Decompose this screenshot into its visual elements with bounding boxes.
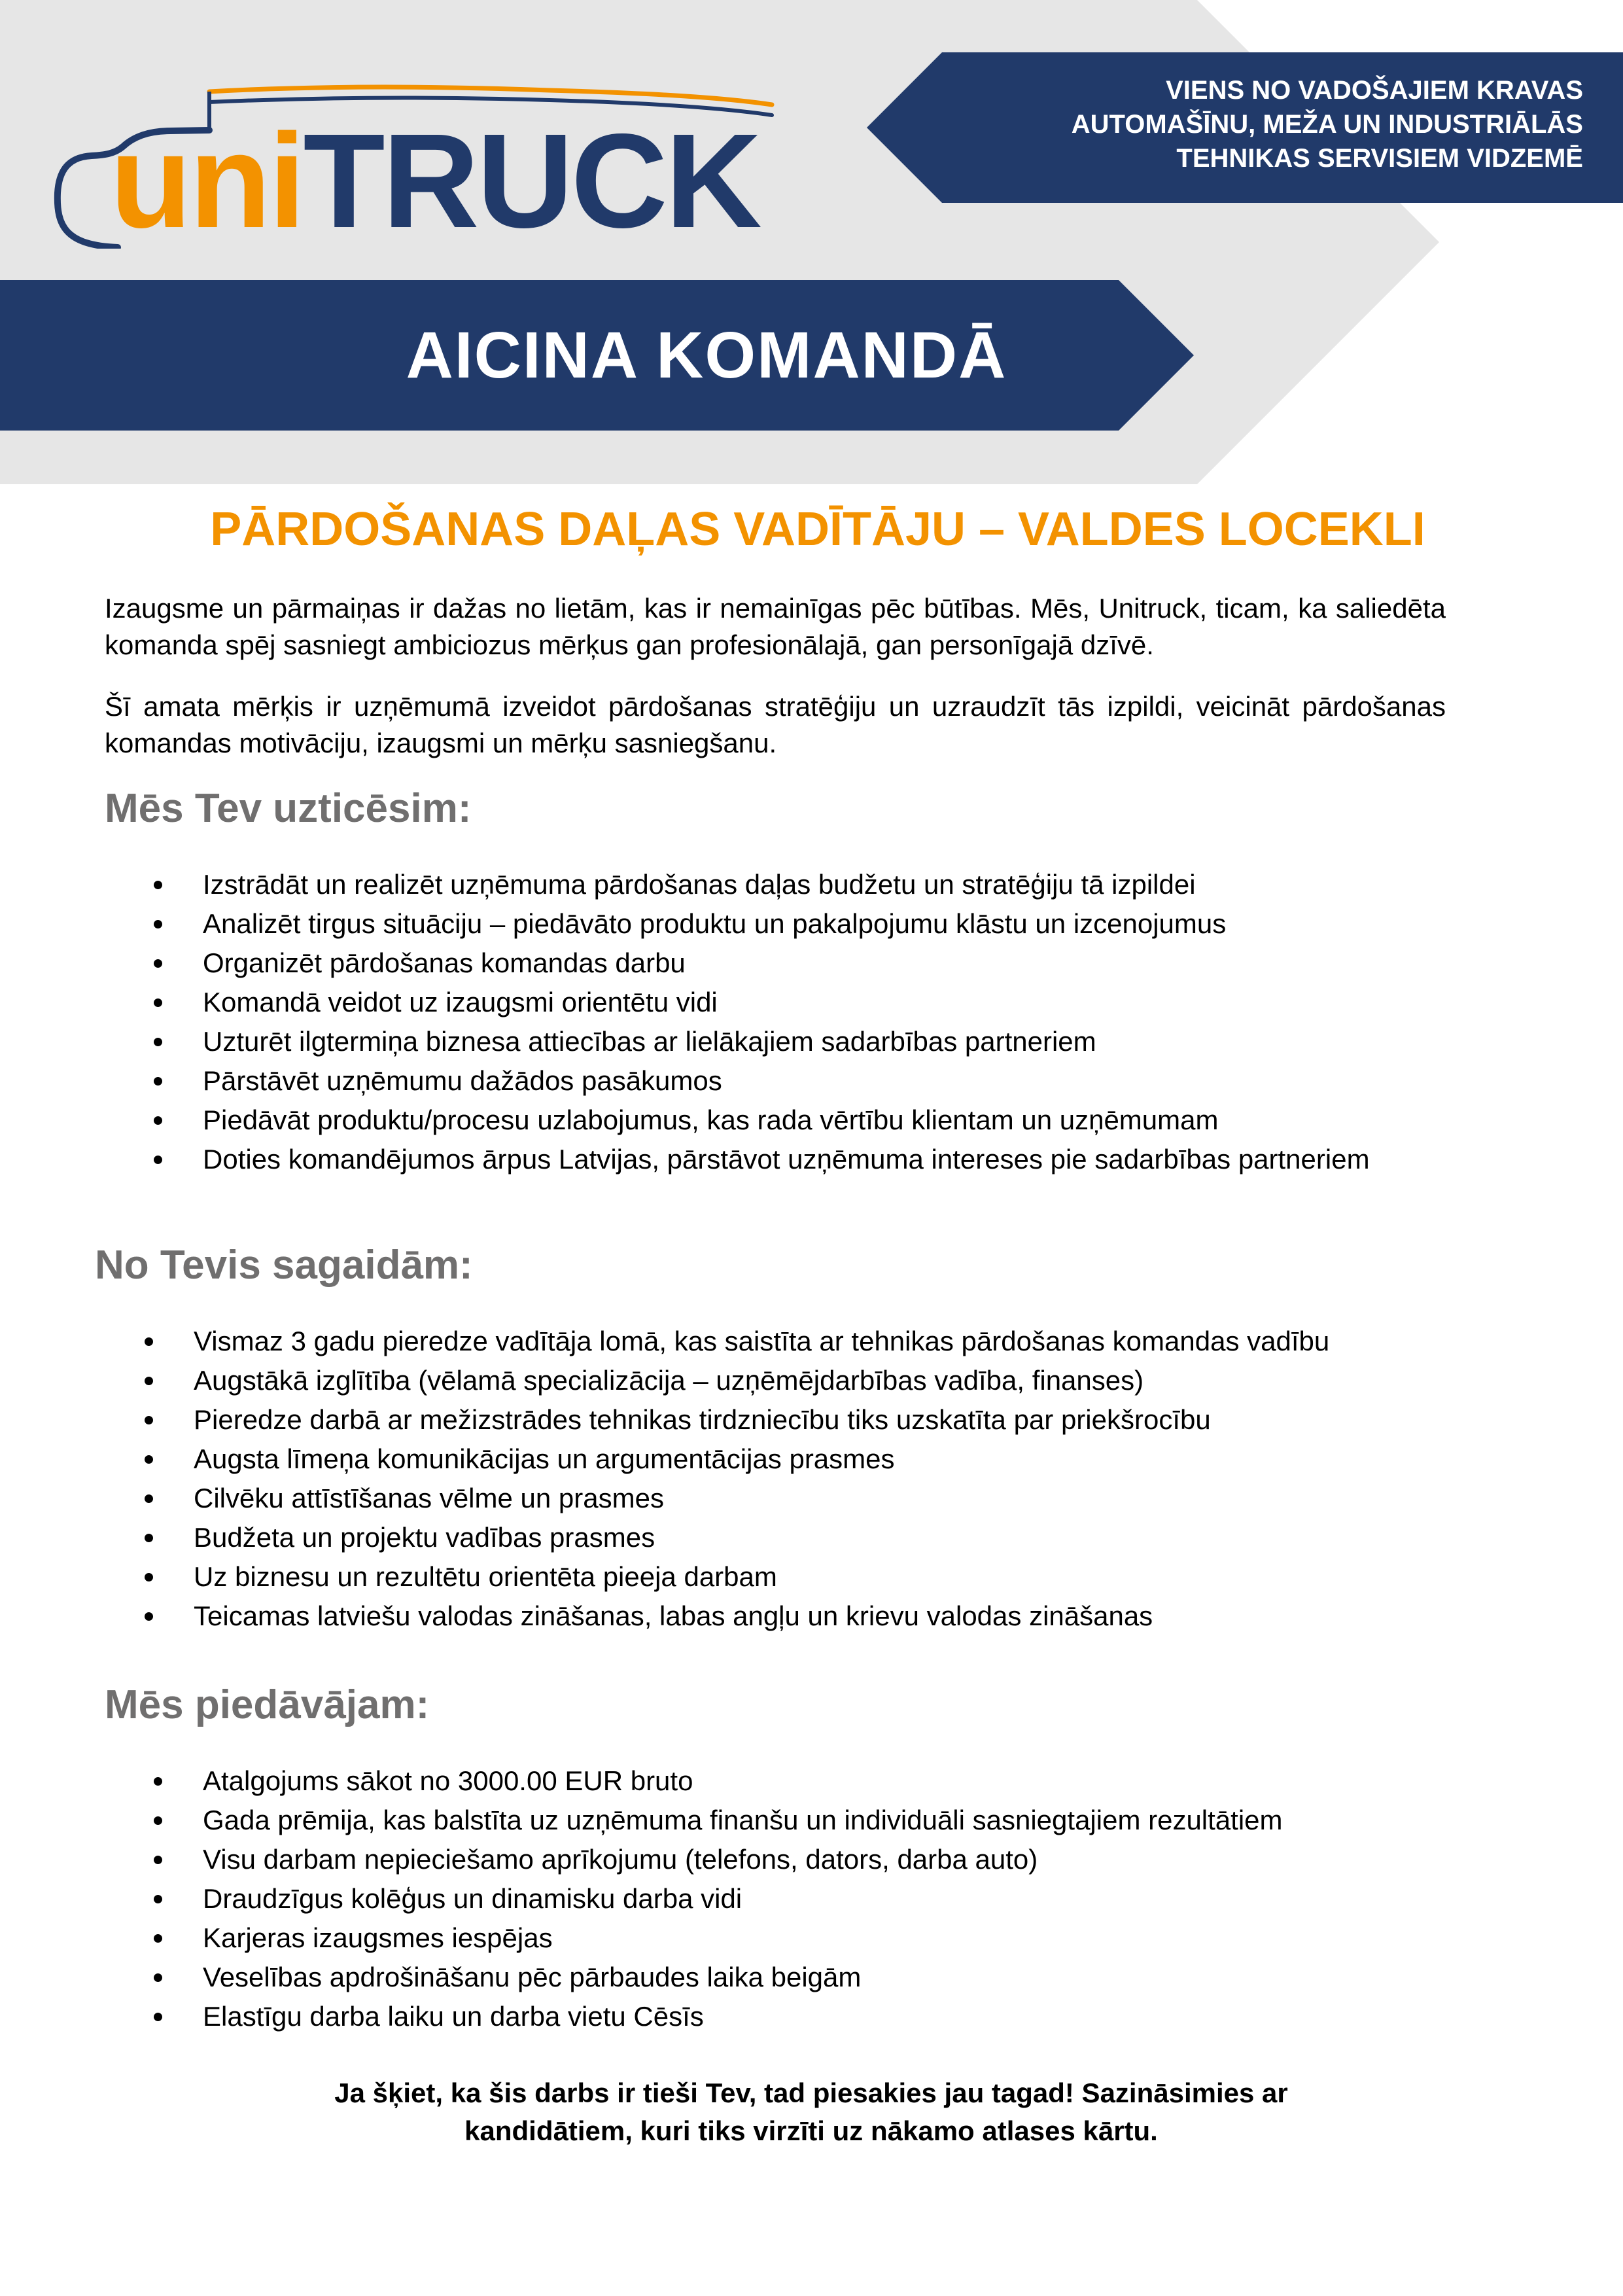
unitruck-logo [52, 79, 792, 256]
logo-text-truck: TRUCK [303, 106, 759, 256]
banner-title: AICINA KOMANDĀ [406, 318, 1007, 392]
list-item: Analizēt tirgus situāciju – piedāvāto produktu un pakalpojumu klāstu un izcenojumus [152, 904, 1395, 944]
list-item: Uz biznesu un rezultētu orientēta pieeja darbam [143, 1557, 1386, 1597]
list-item: Elastīgu darba laiku un darba vietu Cēsīs [152, 1997, 1395, 2036]
intro-paragraph: Izaugsme un pārmaiņas ir dažas no lietām, kas ir nemainīgas pēc būtības. Mēs, Unitruck, ticam, ka saliedēta komanda spēj sasniegt ambiciozus mērķus gan profesionālajā, gan personīgajā dzīvē. [105, 593, 1446, 660]
list-item: Izstrādāt un realizēt uzņēmuma pārdošanas daļas budžetu un stratēģiju tā izpildei [152, 865, 1395, 904]
list-item: Visu darbam nepieciešamo aprīkojumu (telefons, dators, darba auto) [152, 1840, 1395, 1879]
list-item: Cilvēku attīstīšanas vēlme un prasmes [143, 1479, 1386, 1518]
list-item: Budžeta un projektu vadības prasmes [143, 1518, 1386, 1557]
list-item: Atalgojums sākot no 3000.00 EUR bruto [152, 1761, 1395, 1801]
offer-list [152, 1761, 1395, 2036]
list-item: Uzturēt ilgtermiņa biznesa attiecības ar lielākajiem sadarbības partneriem [152, 1022, 1395, 1061]
responsibilities-list [152, 865, 1395, 1179]
logo-text-uni: uni [110, 106, 304, 256]
list-item: Pārstāvēt uzņēmumu dažādos pasākumos [152, 1061, 1395, 1101]
list-item: Augstākā izglītība (vēlamā specializācija – uzņēmējdarbības vadība, finanses) [143, 1361, 1386, 1400]
list-item: Vismaz 3 gadu pieredze vadītāja lomā, kas saistīta ar tehnikas pārdošanas komandas vadību [143, 1322, 1386, 1361]
requirements-list [143, 1322, 1386, 1636]
list-item: Teicamas latviešu valodas zināšanas, labas angļu un krievu valodas zināšanas [143, 1597, 1386, 1636]
list-item: Doties komandējumos ārpus Latvijas, pārstāvot uzņēmuma intereses pie sadarbības partneriem [152, 1140, 1395, 1179]
job-title: PĀRDOŠANAS DAĻAS VADĪTĀJU – VALDES LOCEKLI [210, 503, 1425, 556]
section-heading-offer: Mēs piedāvājam: [105, 1682, 430, 1727]
list-item: Veselības apdrošināšanu pēc pārbaudes laika beigām [152, 1958, 1395, 1997]
list-item: Komandā veidot uz izaugsmi orientētu vidi [152, 983, 1395, 1022]
section-heading-responsibilities: Mēs Tev uzticēsim: [105, 786, 472, 831]
list-item: Gada prēmija, kas balstīta uz uzņēmuma finanšu un individuāli sasniegtajiem rezultātiem [152, 1801, 1395, 1840]
list-item: Draudzīgus kolēģus un dinamisku darba vidi [152, 1879, 1395, 1918]
list-item: Karjeras izaugsmes iespējas [152, 1918, 1395, 1958]
list-item: Augsta līmeņa komunikācijas un argumentācijas prasmes [143, 1439, 1386, 1479]
goal-paragraph: Šī amata mērķis ir uzņēmumā izveidot pārdošanas stratēģiju un uzraudzīt tās izpildi, veicināt pārdošanas komandas motivāciju, izaugsmi un mērķu sasniegšanu. [105, 691, 1446, 758]
list-item: Pieredze darbā ar mežizstrādes tehnikas tirdzniecību tiks uzskatīta par priekšrocību [143, 1400, 1386, 1439]
list-item: Piedāvāt produktu/procesu uzlabojumus, kas rada vērtību klientam un uzņēmumam [152, 1101, 1395, 1140]
closing-call-to-action: Ja šķiet, ka šis darbs ir tieši Tev, tad piesakies jau tagad! Sazināsimies ar kandidātiem, kuri tiks virzīti uz nākamo atlases kārtu. [334, 2077, 1288, 2146]
list-item: Organizēt pārdošanas komandas darbu [152, 944, 1395, 983]
section-heading-requirements: No Tevis sagaidām: [95, 1243, 473, 1288]
header-tagline: VIENS NO VADOŠAJIEM KRAVAS AUTOMAŠĪNU, MEŽA UN INDUSTRIĀLĀS TEHNIKAS SERVISIEM VIDZEMĒ [1071, 76, 1583, 173]
